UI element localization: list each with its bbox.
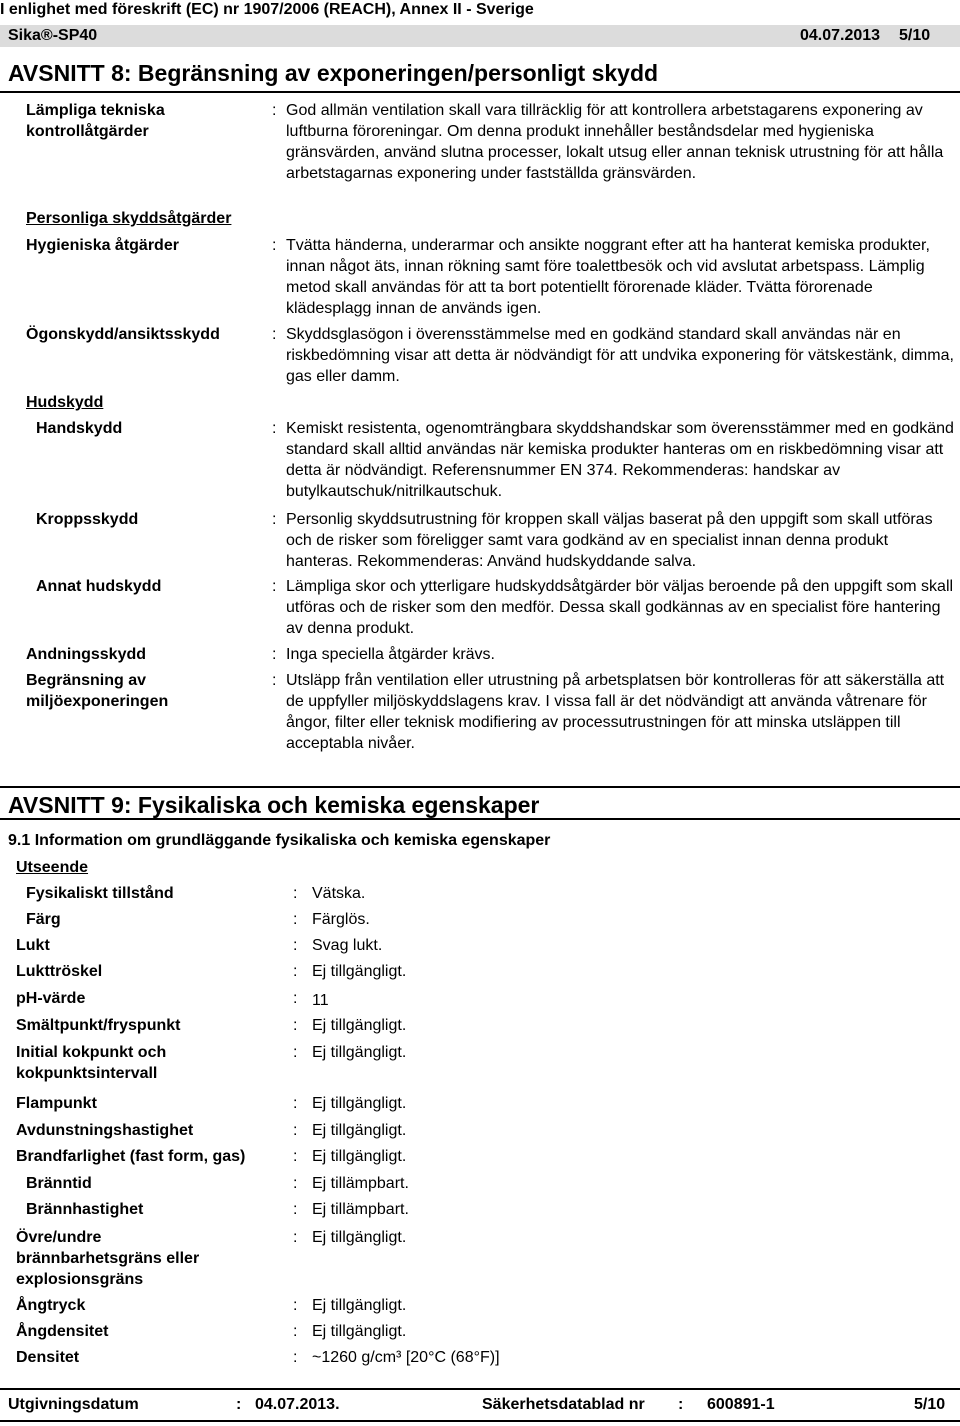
- section-8-title: AVSNITT 8: Begränsning av exponeringen/personligt skydd: [0, 60, 960, 93]
- header-page-number: 5/10: [899, 27, 931, 44]
- property-value: Ej tillgängligt.: [312, 1297, 407, 1314]
- property-label: pH-värde: [16, 990, 86, 1007]
- footer-page-number: 5/10: [914, 1396, 946, 1413]
- property-value: Ej tillgängligt.: [312, 1044, 407, 1061]
- property-label: Ångdensitet: [16, 1323, 109, 1340]
- property-value: Färglös.: [312, 911, 370, 928]
- property-label: Brännhastighet: [26, 1201, 144, 1218]
- body-protection-text: Personlig skyddsutrustning för kroppen skall väljas baserat på den uppgift som skall utföras och de risker som föreligger samt vara godkänd av en specialist innan denna produkt hanteras. Rekommenderas: Använd hudskyddande salva.: [286, 511, 933, 570]
- issue-date-label: Utgivningsdatum: [8, 1396, 139, 1413]
- property-label: Initial kokpunkt och: [16, 1044, 167, 1061]
- header-date: 04.07.2013: [800, 27, 881, 44]
- issue-date: 04.07.2013.: [255, 1396, 340, 1413]
- property-value: Ej tillgängligt.: [312, 1323, 407, 1340]
- property-value: 11: [312, 992, 329, 1009]
- colon: :: [293, 1201, 298, 1218]
- colon: :: [272, 237, 277, 254]
- appearance-heading: Utseende: [16, 859, 89, 876]
- property-label: explosionsgräns: [16, 1271, 144, 1288]
- property-value: Ej tillgängligt.: [312, 1017, 407, 1034]
- colon: :: [293, 963, 298, 980]
- property-value: Ej tillgängligt.: [312, 1122, 407, 1139]
- colon: :: [293, 1122, 298, 1139]
- property-value: Ej tillgängligt.: [312, 1229, 407, 1246]
- footer: [0, 1388, 960, 1422]
- sds-number-label: Säkerhetsdatablad nr: [482, 1396, 645, 1413]
- other-skin-protection-text: Lämpliga skor och ytterligare hudskyddsåtgärder bör väljas beroende på den uppgift som skall utföras och de risker som den medför. Dessa skall godkännas av en specialist före hantering av denna produkt.: [286, 578, 954, 637]
- colon: :: [293, 1229, 298, 1246]
- colon: :: [293, 937, 298, 954]
- property-label: Övre/undre: [16, 1229, 102, 1246]
- colon: :: [272, 102, 277, 119]
- property-value: Ej tillgängligt.: [312, 1095, 407, 1112]
- colon: :: [293, 1323, 298, 1340]
- property-value: ~1260 g/cm³ [20°C (68°F)]: [312, 1349, 500, 1366]
- colon: :: [293, 1044, 298, 1061]
- colon: :: [293, 911, 298, 928]
- colon: :: [272, 578, 277, 595]
- property-label: brännbarhetsgräns eller: [16, 1250, 200, 1267]
- property-label: Lukt: [16, 937, 50, 954]
- colon: :: [236, 1396, 242, 1413]
- colon: :: [293, 1349, 298, 1366]
- colon: :: [272, 646, 277, 663]
- property-value: Ej tillgängligt.: [312, 1148, 407, 1165]
- section-9-title: AVSNITT 9: Fysikaliska och kemiska egenskaper: [0, 786, 960, 820]
- property-label: Densitet: [16, 1349, 80, 1366]
- product-name: Sika®-SP40: [8, 27, 98, 44]
- property-label: Fysikaliskt tillstånd: [26, 885, 174, 902]
- colon: :: [293, 885, 298, 902]
- property-label: Brandfarlighet (fast form, gas): [16, 1148, 246, 1165]
- property-label: Avdunstningshastighet: [16, 1122, 194, 1139]
- property-label: Ångtryck: [16, 1297, 86, 1314]
- property-label: Bränntid: [26, 1175, 92, 1192]
- respiratory-protection-text: Inga speciella åtgärder krävs.: [286, 646, 495, 663]
- personal-protection-heading: Personliga skyddsåtgärder: [26, 210, 232, 227]
- colon: :: [293, 1148, 298, 1165]
- colon: :: [272, 326, 277, 343]
- colon: :: [293, 990, 298, 1007]
- subsection-9-1-title: 9.1 Information om grundläggande fysikaliska och kemiska egenskaper: [8, 832, 551, 849]
- colon: :: [678, 1396, 684, 1413]
- technical-controls-text: God allmän ventilation skall vara tillräcklig för att kontrollera arbetstagarens exponering av luftburna föroreningar. Om denna produkt innehåller beståndsdelar med hygieniska gränsvärden, använd slutna processer, lokalt utsug eller annan teknisk utrustning för att hålla arbetstagarnas exponering under fastställda gränsvärden.: [286, 102, 944, 182]
- colon: :: [272, 672, 277, 689]
- property-label: Färg: [26, 911, 61, 928]
- environmental-text: Utsläpp från ventilation eller utrustning på arbetsplatsen bör kontrolleras för att säkerställa att de uppfyller miljöskyddslagens krav. I vissa fall är det nödvändigt att använda våtrenare för ångor, filter eller teknisk modifiering av processutrustningen för att minska utsläppen till acceptabla nivåer.: [286, 672, 945, 752]
- sds-number: 600891-1: [707, 1396, 775, 1413]
- colon: :: [272, 511, 277, 528]
- technical-controls-label-2: kontrollåtgärder: [26, 123, 149, 140]
- colon: :: [293, 1095, 298, 1112]
- property-label: Smältpunkt/fryspunkt: [16, 1017, 181, 1034]
- property-label: kokpunktsintervall: [16, 1065, 158, 1082]
- respiratory-protection-label: Andningsskydd: [26, 646, 147, 663]
- property-value: Ej tillämpbart.: [312, 1175, 409, 1192]
- property-value: Ej tillämpbart.: [312, 1201, 409, 1218]
- regulation-header: I enlighet med föreskrift (EC) nr 1907/2006 (REACH), Annex II - Sverige: [0, 1, 534, 18]
- body-protection-label: Kroppsskydd: [36, 511, 139, 528]
- hand-protection-text: Kemiskt resistenta, ogenomträngbara skyddshandskar som överensstämmer med en godkänd standard skall alltid användas när kemiska produkter hanteras om en riskbedömning visar att detta är nödvändigt. Referensnummer EN 374. Rekommenderas: handskar av butylkautschuk/nitrilkautschuk.: [286, 420, 954, 500]
- colon: :: [293, 1297, 298, 1314]
- hand-protection-label: Handskydd: [36, 420, 123, 437]
- property-value: Vätska.: [312, 885, 366, 902]
- skin-protection-heading: Hudskydd: [26, 394, 104, 411]
- hygiene-label: Hygieniska åtgärder: [26, 237, 179, 254]
- colon: :: [272, 420, 277, 437]
- environmental-label-1: Begränsning av: [26, 672, 147, 689]
- technical-controls-label-1: Lämpliga tekniska: [26, 102, 165, 119]
- property-label: Flampunkt: [16, 1095, 97, 1112]
- property-value: Ej tillgängligt.: [312, 963, 407, 980]
- colon: :: [293, 1175, 298, 1192]
- eye-face-text: Skyddsglasögon i överensstämmelse med en godkänd standard skall användas när en riskbedömning visar att detta är nödvändigt för att undvika exponering för vätskestänk, dimma, gas eller damm.: [286, 326, 954, 385]
- property-value: Svag lukt.: [312, 937, 383, 954]
- colon: :: [293, 1017, 298, 1034]
- product-header-bar: [0, 25, 960, 47]
- other-skin-protection-label: Annat hudskydd: [36, 578, 162, 595]
- environmental-label-2: miljöexponeringen: [26, 693, 169, 710]
- eye-face-label: Ögonskydd/ansiktsskydd: [26, 326, 220, 343]
- hygiene-text: Tvätta händerna, underarmar och ansikte noggrant efter att ha hanterat kemiska produkter, innan något äts, innan rökning samt före toalettbesök och vid avslutat arbetspass. Lämplig metod skall användas för att ta bort potentiellt förorenade kläder. Tvätta förorenade klädesplagg innan de används igen.: [286, 237, 930, 317]
- property-label: Lukttröskel: [16, 963, 103, 980]
